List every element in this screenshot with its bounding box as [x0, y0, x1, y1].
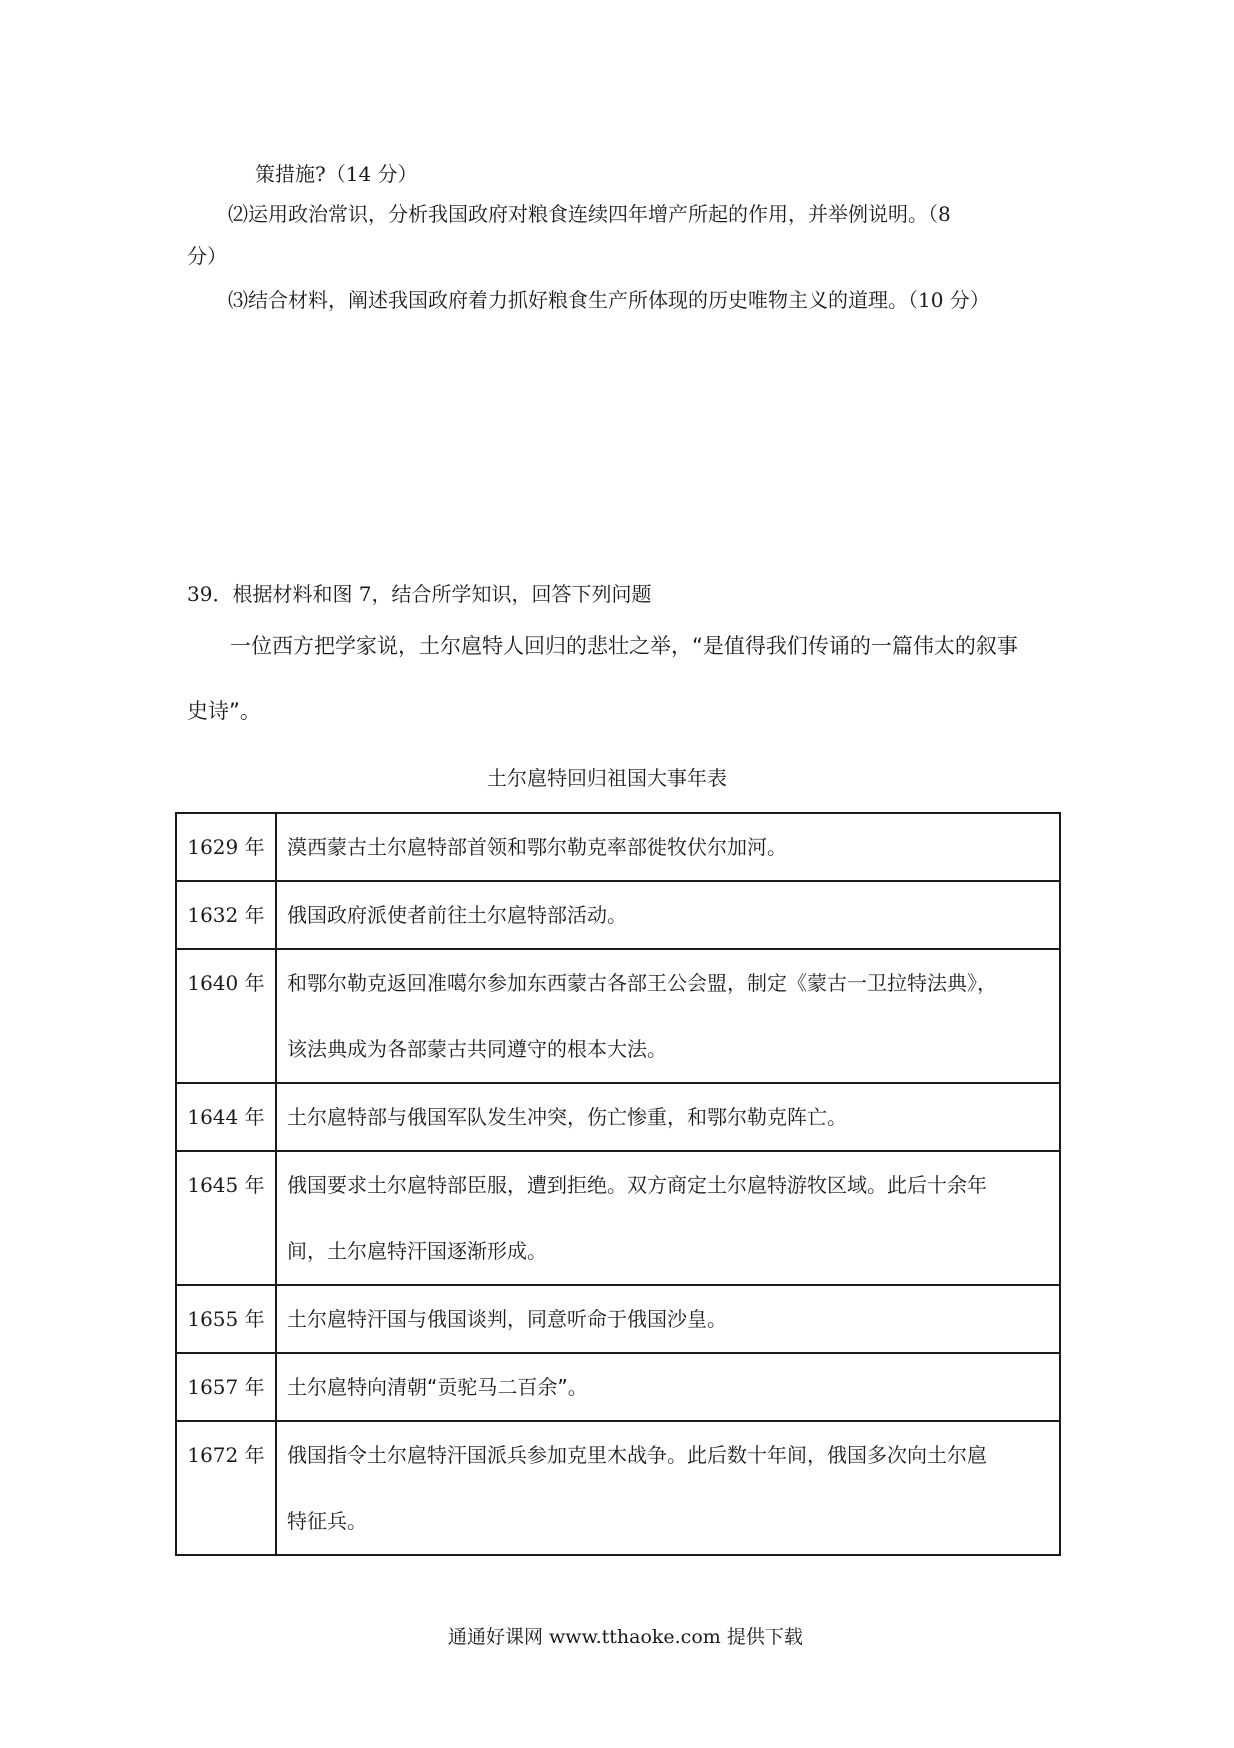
event-text-line: 土尔扈特向清朝“贡驼马二百余”。	[287, 1375, 588, 1399]
event-year: 1629 年	[176, 813, 276, 881]
event-text-line: 间，土尔扈特汗国逐渐形成。	[287, 1239, 547, 1263]
table-row	[176, 881, 1060, 949]
event-description	[276, 1083, 1060, 1151]
event-text-line: 土尔扈特部与俄国军队发生冲突，伤亡惨重，和鄂尔勒克阵亡。	[287, 1105, 847, 1129]
event-description	[276, 1285, 1060, 1353]
event-year: 1640 年	[176, 949, 276, 1083]
event-year: 1632 年	[176, 881, 276, 949]
table-row	[176, 813, 1060, 881]
question-2-text: ⑵运用政治常识，分析我国政府对粮食连续四年增产所起的作用，并举例说明。（8	[228, 202, 951, 226]
events-table-body	[176, 813, 1060, 1555]
event-description	[276, 1353, 1060, 1421]
material-intro-line2: 史诗”。	[187, 699, 261, 723]
question-continuation: 策措施?（14 分）	[255, 162, 418, 186]
event-text-line: 特征兵。	[287, 1509, 367, 1533]
event-text-line: 漠西蒙古土尔扈特部首领和鄂尔勒克率部徙牧伏尔加河。	[287, 835, 787, 859]
material-intro-line1: 一位西方把学家说，土尔扈特人回归的悲壮之举，“是值得我们传诵的一篇伟太的叙事	[230, 634, 1018, 658]
event-text-line: 该法典成为各部蒙古共同遵守的根本大法。	[287, 1037, 667, 1061]
event-description	[276, 949, 1060, 1083]
table-row	[176, 1421, 1060, 1555]
event-description	[276, 813, 1060, 881]
event-year: 1672 年	[176, 1421, 276, 1555]
event-year: 1645 年	[176, 1151, 276, 1285]
event-year: 1655 年	[176, 1285, 276, 1353]
event-description	[276, 881, 1060, 949]
table-row	[176, 1083, 1060, 1151]
event-year: 1644 年	[176, 1083, 276, 1151]
table-row	[176, 949, 1060, 1083]
event-description	[276, 1421, 1060, 1555]
table-row	[176, 1151, 1060, 1285]
event-text-line: 俄国政府派使者前往土尔扈特部活动。	[287, 903, 627, 927]
question-39-header: 39．根据材料和图 7，结合所学知识，回答下列问题	[187, 582, 652, 606]
event-text-line: 俄国要求土尔扈特部臣服，遭到拒绝。双方商定土尔扈特游牧区域。此后十余年	[287, 1173, 987, 1197]
question-3-text: ⑶结合材料，阐述我国政府着力抓好粮食生产所体现的历史唯物主义的道理。（10 分）	[228, 288, 990, 312]
footer-source: 通通好课网 www.tthaoke.com 提供下载	[448, 1626, 803, 1648]
table-row	[176, 1285, 1060, 1353]
event-text-line: 土尔扈特汗国与俄国谈判，同意听命于俄国沙皇。	[287, 1307, 727, 1331]
event-year: 1657 年	[176, 1353, 276, 1421]
event-description	[276, 1151, 1060, 1285]
table-row	[176, 1353, 1060, 1421]
table-caption: 土尔扈特回归祖国大事年表	[487, 766, 727, 790]
events-table	[175, 812, 1061, 1556]
question-2-text-cont: 分）	[187, 244, 227, 268]
event-text-line: 俄国指令土尔扈特汗国派兵参加克里木战争。此后数十年间，俄国多次向土尔扈	[287, 1443, 987, 1467]
event-text-line: 和鄂尔勒克返回准噶尔参加东西蒙古各部王公会盟，制定《蒙古一卫拉特法典》，	[287, 971, 997, 995]
